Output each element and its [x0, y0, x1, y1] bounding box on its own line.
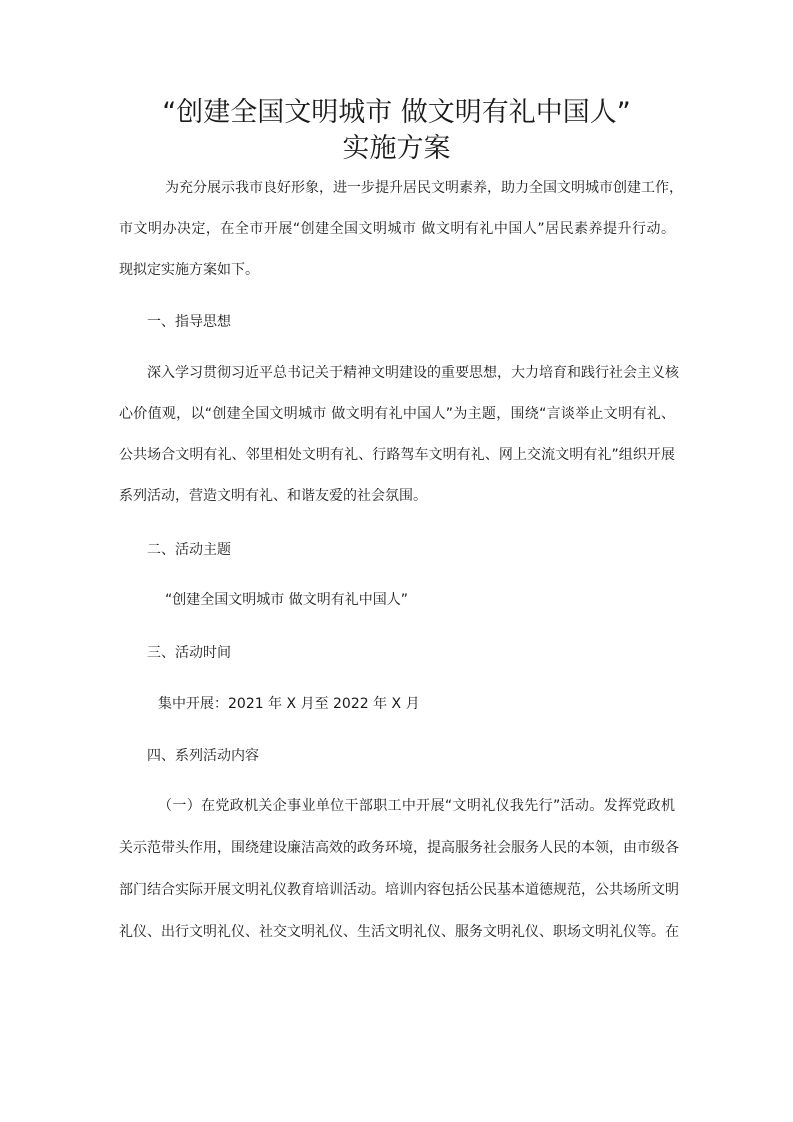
document-title-line-2: 实施方案: [342, 133, 451, 164]
document-title-line-1: “创建全国文明城市 做文明有礼中国人”: [162, 97, 631, 128]
guiding-paragraph-line-1: 深入学习贯彻习近平总书记关于精神文明建设的重要思想，大力培育和践行社会主义核: [147, 365, 679, 381]
activity-item-1-line-3: 部门结合实际开展文明礼仪教育培训活动。培训内容包括公民基本道德规范，公共场所文明: [119, 882, 679, 898]
intro-line-2: 市文明办决定，在全市开展“创建全国文明城市 做文明有礼中国人”居民素养提升行动。: [119, 221, 675, 237]
intro-line-1: 为充分展示我市良好形象，进一步提升居民文明素养，助力全国文明城市创建工作，: [165, 180, 683, 196]
activity-item-1-line-1: （一）在党政机关企事业单位干部职工中开展“文明礼仪我先行”活动。发挥党政机: [158, 798, 675, 814]
section-heading-activity-content: 四、系列活动内容: [147, 748, 259, 764]
guiding-paragraph-line-2: 心价值观，以“创建全国文明城市 做文明有礼中国人”为主题，围绕“言谈举止文明有礼、: [119, 406, 675, 422]
section-heading-guiding-ideology: 一、指导思想: [147, 314, 231, 330]
activity-item-1-line-4: 礼仪、出行文明礼仪、社交文明礼仪、生活文明礼仪、服务文明礼仪、职场文明礼仪等。在: [119, 924, 679, 940]
section-heading-activity-time: 三、活动时间: [147, 645, 231, 661]
activity-time-text: 集中开展：2021 年 X 月至 2022 年 X 月: [158, 696, 420, 712]
activity-theme-text: “创建全国文明城市 做文明有礼中国人”: [165, 592, 408, 608]
intro-line-3: 现拟定实施方案如下。: [119, 262, 259, 278]
guiding-paragraph-line-3: 公共场合文明有礼、邻里相处文明有礼、行路驾车文明有礼、网上交流文明有礼”组织开展: [119, 447, 675, 463]
activity-item-1-line-2: 关示范带头作用，围绕建设廉洁高效的政务环境，提高服务社会服务人民的本领，由市级各: [119, 840, 679, 856]
guiding-paragraph-line-4: 系列活动，营造文明有礼、和谐友爱的社会氛围。: [119, 488, 427, 504]
section-heading-activity-theme: 二、活动主题: [147, 542, 231, 558]
